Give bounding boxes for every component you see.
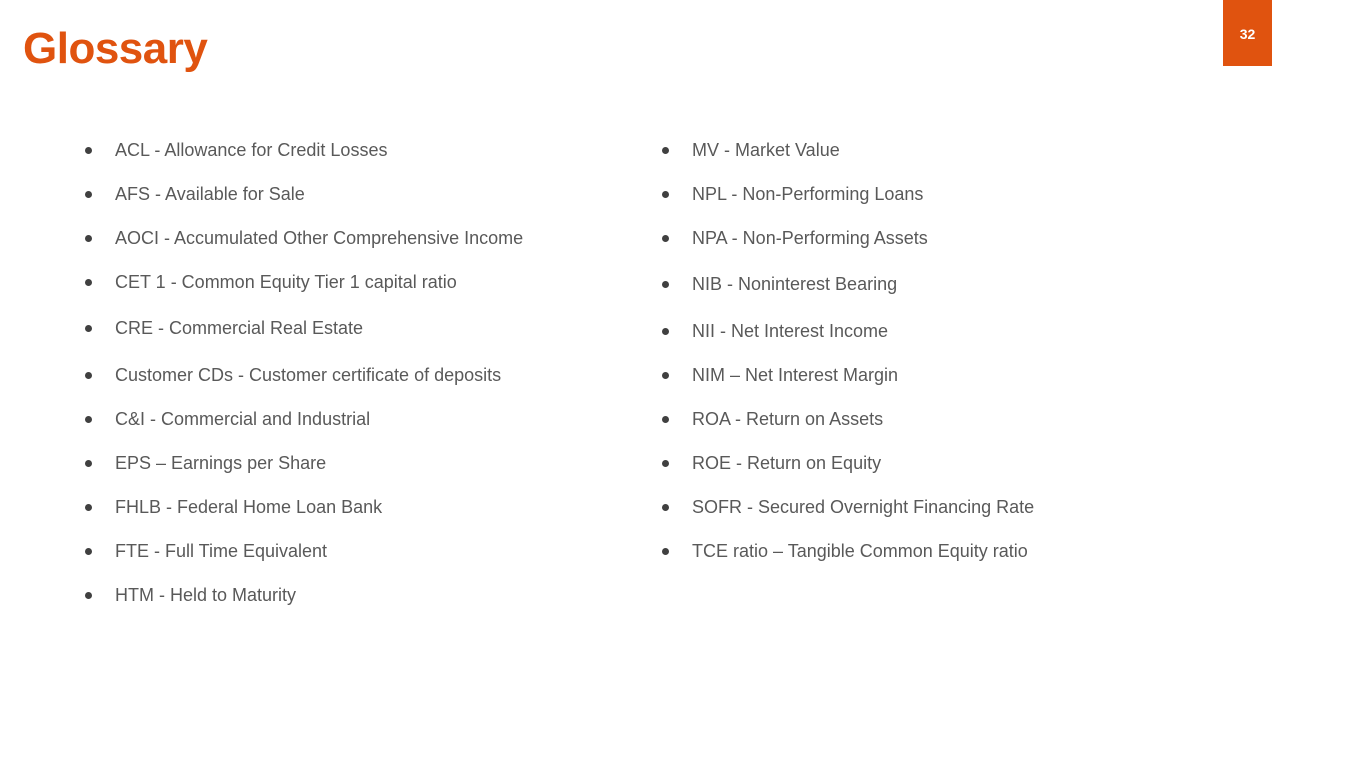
bullet-icon xyxy=(662,328,669,335)
glossary-term: NIM – Net Interest Margin xyxy=(692,365,899,385)
slide-title: Glossary xyxy=(23,24,208,73)
glossary-term: CET 1 - Common Equity Tier 1 capital ratio xyxy=(115,272,457,292)
glossary-term: MV - Market Value xyxy=(692,140,840,160)
bullet-icon xyxy=(662,235,669,242)
bullet-icon xyxy=(85,235,92,242)
glossary-term: AFS - Available for Sale xyxy=(115,184,305,204)
bullet-icon xyxy=(85,147,92,154)
glossary-term: TCE ratio – Tangible Common Equity ratio xyxy=(692,541,1028,561)
bullet-icon xyxy=(662,460,669,467)
glossary-term: C&I - Commercial and Industrial xyxy=(115,409,371,429)
glossary-term: HTM - Held to Maturity xyxy=(115,585,297,605)
glossary-term: FTE - Full Time Equivalent xyxy=(115,541,328,561)
bullet-icon xyxy=(662,147,669,154)
bullet-icon xyxy=(85,416,92,423)
bullet-icon xyxy=(85,504,92,511)
bullet-icon xyxy=(85,325,92,332)
bullet-icon xyxy=(85,191,92,198)
page-number: 32 xyxy=(1239,26,1256,42)
bullet-icon xyxy=(85,372,92,379)
glossary-term: NII - Net Interest Income xyxy=(692,321,889,341)
glossary-term: AOCI - Accumulated Other Comprehensive Income xyxy=(115,228,524,248)
bullet-icon xyxy=(662,372,669,379)
bullet-icon xyxy=(662,416,669,423)
bullet-icon xyxy=(662,504,669,511)
glossary-term: ACL - Allowance for Credit Losses xyxy=(115,140,388,160)
glossary-term: CRE - Commercial Real Estate xyxy=(115,318,364,338)
glossary-term: NIB - Noninterest Bearing xyxy=(692,274,898,294)
glossary-term: NPL - Non-Performing Loans xyxy=(692,184,924,204)
bullet-icon xyxy=(85,460,92,467)
glossary-term: EPS – Earnings per Share xyxy=(115,453,327,473)
glossary-term: Customer CDs - Customer certificate of deposits xyxy=(115,365,502,385)
glossary-term: SOFR - Secured Overnight Financing Rate xyxy=(692,497,1035,517)
glossary-term: NPA - Non-Performing Assets xyxy=(692,228,928,248)
page-number-badge xyxy=(1223,0,1272,66)
glossary-term: FHLB - Federal Home Loan Bank xyxy=(115,497,383,517)
bullet-icon xyxy=(662,281,669,288)
bullet-icon xyxy=(85,279,92,286)
glossary-term: ROA - Return on Assets xyxy=(692,409,884,429)
bullet-icon xyxy=(662,548,669,555)
bullet-icon xyxy=(85,548,92,555)
bullet-icon xyxy=(662,191,669,198)
bullet-icon xyxy=(85,592,92,599)
glossary-term: ROE - Return on Equity xyxy=(692,453,882,473)
